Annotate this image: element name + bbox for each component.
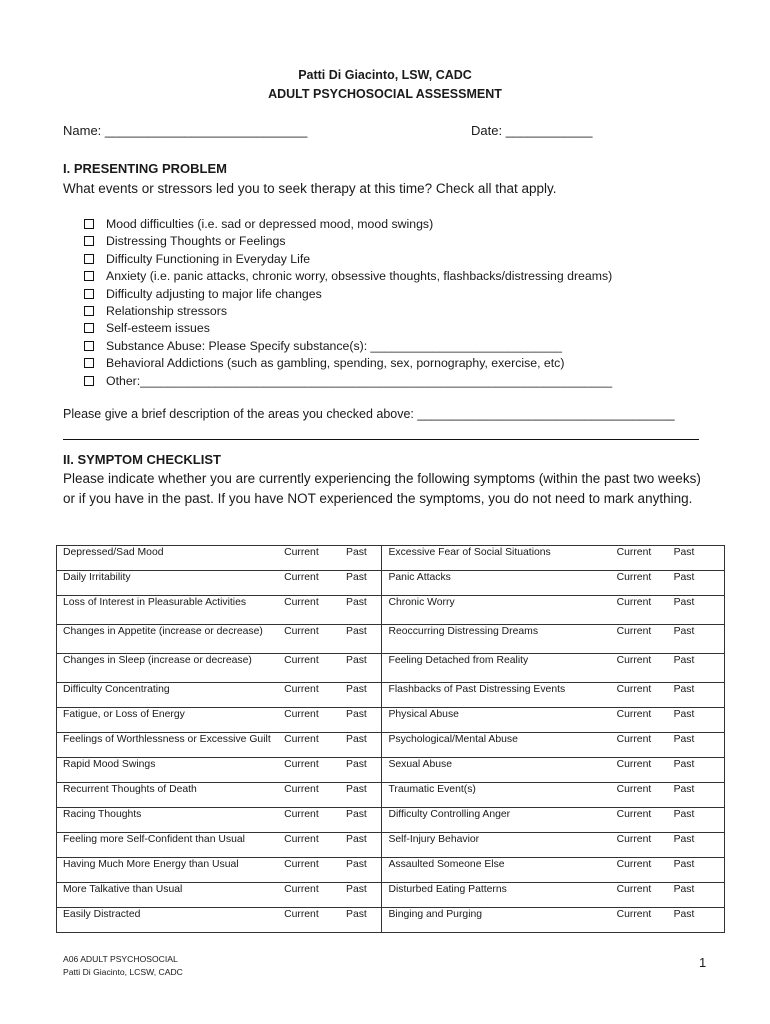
past-option-left[interactable]: Past	[340, 546, 382, 571]
footer	[63, 953, 183, 979]
current-option-right[interactable]: Current	[611, 808, 668, 833]
past-option-left[interactable]: Past	[340, 833, 382, 858]
current-option-left[interactable]: Current	[278, 858, 340, 883]
symptom-right-label: Sexual Abuse	[382, 758, 611, 783]
past-option-left[interactable]: Past	[340, 758, 382, 783]
section-presenting-problem-heading: I. PRESENTING PROBLEM	[63, 161, 227, 176]
past-option-right[interactable]: Past	[668, 596, 725, 625]
symptom-left-label: Depressed/Sad Mood	[57, 546, 279, 571]
symptom-row	[57, 858, 725, 883]
checklist-item-label: Difficulty Functioning in Everyday Life	[106, 251, 311, 266]
checklist-item	[84, 251, 612, 268]
current-option-left[interactable]: Current	[278, 733, 340, 758]
checklist-item	[84, 373, 612, 390]
current-option-left[interactable]: Current	[278, 808, 340, 833]
symptom-row	[57, 654, 725, 683]
past-option-right[interactable]: Past	[668, 833, 725, 858]
checklist-item	[84, 320, 612, 337]
past-option-left[interactable]: Past	[340, 883, 382, 908]
current-option-right[interactable]: Current	[611, 758, 668, 783]
symptom-row	[57, 733, 725, 758]
past-option-right[interactable]: Past	[668, 683, 725, 708]
checkbox[interactable]	[84, 271, 94, 281]
symptom-left-label: Feelings of Worthlessness or Excessive Guilt	[57, 733, 279, 758]
symptom-row	[57, 571, 725, 596]
current-option-right[interactable]: Current	[611, 546, 668, 571]
date-label: Date:	[471, 123, 503, 138]
current-option-right[interactable]: Current	[611, 858, 668, 883]
past-option-left[interactable]: Past	[340, 683, 382, 708]
checklist-item	[84, 303, 612, 320]
checkbox[interactable]	[84, 306, 94, 316]
current-option-left[interactable]: Current	[278, 625, 340, 654]
checklist-item-label: Difficulty adjusting to major life changes	[106, 286, 322, 301]
date-row	[471, 123, 592, 138]
symptom-right-label: Reoccurring Distressing Dreams	[382, 625, 611, 654]
presenting-problem-question: What events or stressors led you to seek therapy at this time? Check all that apply.	[63, 181, 557, 196]
description-prompt[interactable]: Please give a brief description of the areas you checked above: _____________________________________	[63, 407, 675, 421]
symptom-row	[57, 683, 725, 708]
checklist-item	[84, 216, 612, 233]
symptom-left-label: Daily Irritability	[57, 571, 279, 596]
current-option-right[interactable]: Current	[611, 883, 668, 908]
checkbox[interactable]	[84, 376, 94, 386]
past-option-left[interactable]: Past	[340, 858, 382, 883]
current-option-left[interactable]: Current	[278, 833, 340, 858]
symptom-row	[57, 546, 725, 571]
symptom-right-label: Panic Attacks	[382, 571, 611, 596]
current-option-left[interactable]: Current	[278, 683, 340, 708]
current-option-right[interactable]: Current	[611, 683, 668, 708]
symptom-row	[57, 808, 725, 833]
current-option-right[interactable]: Current	[611, 654, 668, 683]
symptom-left-label: Having Much More Energy than Usual	[57, 858, 279, 883]
symptom-right-label: Binging and Purging	[382, 908, 611, 933]
current-option-right[interactable]: Current	[611, 596, 668, 625]
presenting-problem-checklist	[84, 216, 612, 390]
current-option-right[interactable]: Current	[611, 733, 668, 758]
section-symptom-checklist-heading: II. SYMPTOM CHECKLIST	[63, 452, 221, 467]
description-line[interactable]	[63, 439, 699, 440]
checklist-item-label: Behavioral Addictions (such as gambling, spending, sex, pornography, exercise, etc)	[106, 356, 565, 371]
checklist-item	[84, 233, 612, 250]
checkbox[interactable]	[84, 289, 94, 299]
past-option-left[interactable]: Past	[340, 708, 382, 733]
current-option-left[interactable]: Current	[278, 883, 340, 908]
past-option-right[interactable]: Past	[668, 808, 725, 833]
symptom-right-label: Assaulted Someone Else	[382, 858, 611, 883]
current-option-left[interactable]: Current	[278, 908, 340, 933]
footer-practitioner: Patti Di Giacinto, LCSW, CADC	[63, 967, 183, 977]
past-option-left[interactable]: Past	[340, 654, 382, 683]
checklist-item-label: Self-esteem issues	[106, 321, 210, 336]
current-option-right[interactable]: Current	[611, 908, 668, 933]
past-option-left[interactable]: Past	[340, 571, 382, 596]
symptom-row	[57, 758, 725, 783]
past-option-right[interactable]: Past	[668, 758, 725, 783]
checkbox[interactable]	[84, 341, 94, 351]
past-option-right[interactable]: Past	[668, 625, 725, 654]
symptom-right-label: Physical Abuse	[382, 708, 611, 733]
past-option-right[interactable]: Past	[668, 654, 725, 683]
symptom-left-label: Changes in Appetite (increase or decrease)	[57, 625, 279, 654]
current-option-right[interactable]: Current	[611, 783, 668, 808]
name-field[interactable]: ____________________________	[104, 123, 308, 138]
checklist-item	[84, 268, 612, 285]
symptom-left-label: Changes in Sleep (increase or decrease)	[57, 654, 279, 683]
checklist-item	[84, 286, 612, 303]
symptom-right-label: Psychological/Mental Abuse	[382, 733, 611, 758]
checklist-item-label: Mood difficulties (i.e. sad or depressed mood, mood swings)	[106, 217, 434, 231]
current-option-left[interactable]: Current	[278, 596, 340, 625]
footer-form-code: A06 ADULT PSYCHOSOCIAL	[63, 954, 178, 964]
symptom-row	[57, 783, 725, 808]
symptom-left-label: Recurrent Thoughts of Death	[57, 783, 279, 808]
checklist-item-label: Other:_____________________________________________________________________	[106, 373, 613, 388]
current-option-left[interactable]: Current	[278, 708, 340, 733]
symptom-right-label: Disturbed Eating Patterns	[382, 883, 611, 908]
past-option-right[interactable]: Past	[668, 858, 725, 883]
checklist-item-label: Substance Abuse: Please Specify substance(s): ____________________________	[106, 338, 563, 353]
symptom-left-label: Loss of Interest in Pleasurable Activities	[57, 596, 279, 625]
symptom-left-label: Fatigue, or Loss of Energy	[57, 708, 279, 733]
symptom-left-label: More Talkative than Usual	[57, 883, 279, 908]
symptom-right-label: Excessive Fear of Social Situations	[382, 546, 611, 571]
checkbox[interactable]	[84, 219, 94, 229]
symptom-instructions: Please indicate whether you are currently experiencing the following symptoms (within the past two weeks) or if you have in the past. If you have NOT experienced the symptoms, you do not need to mark anything.	[63, 471, 701, 506]
symptom-right-label: Flashbacks of Past Distressing Events	[382, 683, 611, 708]
checkbox[interactable]	[84, 254, 94, 264]
symptom-right-label: Traumatic Event(s)	[382, 783, 611, 808]
symptom-left-label: Racing Thoughts	[57, 808, 279, 833]
symptom-right-label: Self-Injury Behavior	[382, 833, 611, 858]
past-option-left[interactable]: Past	[340, 808, 382, 833]
symptom-row	[57, 708, 725, 733]
symptom-table	[56, 545, 725, 933]
form-title: ADULT PSYCHOSOCIAL ASSESSMENT	[268, 87, 502, 101]
current-option-right[interactable]: Current	[611, 625, 668, 654]
practitioner-name: Patti Di Giacinto, LSW, CADC	[298, 68, 472, 82]
past-option-left[interactable]: Past	[340, 908, 382, 933]
symptom-right-label: Difficulty Controlling Anger	[382, 808, 611, 833]
past-option-left[interactable]: Past	[340, 783, 382, 808]
past-option-left[interactable]: Past	[340, 733, 382, 758]
symptom-left-label: Difficulty Concentrating	[57, 683, 279, 708]
current-option-left[interactable]: Current	[278, 654, 340, 683]
checklist-item	[84, 338, 612, 355]
symptom-row	[57, 883, 725, 908]
past-option-left[interactable]: Past	[340, 625, 382, 654]
symptom-right-label: Chronic Worry	[382, 596, 611, 625]
past-option-right[interactable]: Past	[668, 883, 725, 908]
past-option-right[interactable]: Past	[668, 783, 725, 808]
symptom-right-label: Feeling Detached from Reality	[382, 654, 611, 683]
past-option-right[interactable]: Past	[668, 571, 725, 596]
symptom-left-label: Rapid Mood Swings	[57, 758, 279, 783]
current-option-left[interactable]: Current	[278, 546, 340, 571]
past-option-right[interactable]: Past	[668, 708, 725, 733]
past-option-right[interactable]: Past	[668, 908, 725, 933]
past-option-left[interactable]: Past	[340, 596, 382, 625]
checklist-item	[84, 355, 612, 372]
checkbox[interactable]	[84, 358, 94, 368]
checklist-item-label: Anxiety (i.e. panic attacks, chronic worry, obsessive thoughts, flashbacks/distressing dreams)	[106, 269, 613, 284]
current-option-left[interactable]: Current	[278, 571, 340, 596]
checkbox[interactable]	[84, 323, 94, 333]
current-option-left[interactable]: Current	[278, 758, 340, 783]
past-option-right[interactable]: Past	[668, 546, 725, 571]
checklist-item-label: Relationship stressors	[106, 303, 227, 318]
symptom-row	[57, 833, 725, 858]
symptom-left-label: Feeling more Self-Confident than Usual	[57, 833, 279, 858]
name-label: Name:	[63, 123, 102, 138]
current-option-right[interactable]: Current	[611, 571, 668, 596]
page-number: 1	[699, 955, 707, 970]
checklist-item-label: Distressing Thoughts or Feelings	[106, 234, 286, 249]
current-option-right[interactable]: Current	[611, 833, 668, 858]
checkbox[interactable]	[84, 236, 94, 246]
past-option-right[interactable]: Past	[668, 733, 725, 758]
name-row	[63, 123, 307, 138]
symptom-row	[57, 908, 725, 933]
symptom-row	[57, 596, 725, 625]
symptom-left-label: Easily Distracted	[57, 908, 279, 933]
date-field[interactable]: ____________	[505, 123, 593, 138]
symptom-row	[57, 625, 725, 654]
current-option-right[interactable]: Current	[611, 708, 668, 733]
current-option-left[interactable]: Current	[278, 783, 340, 808]
